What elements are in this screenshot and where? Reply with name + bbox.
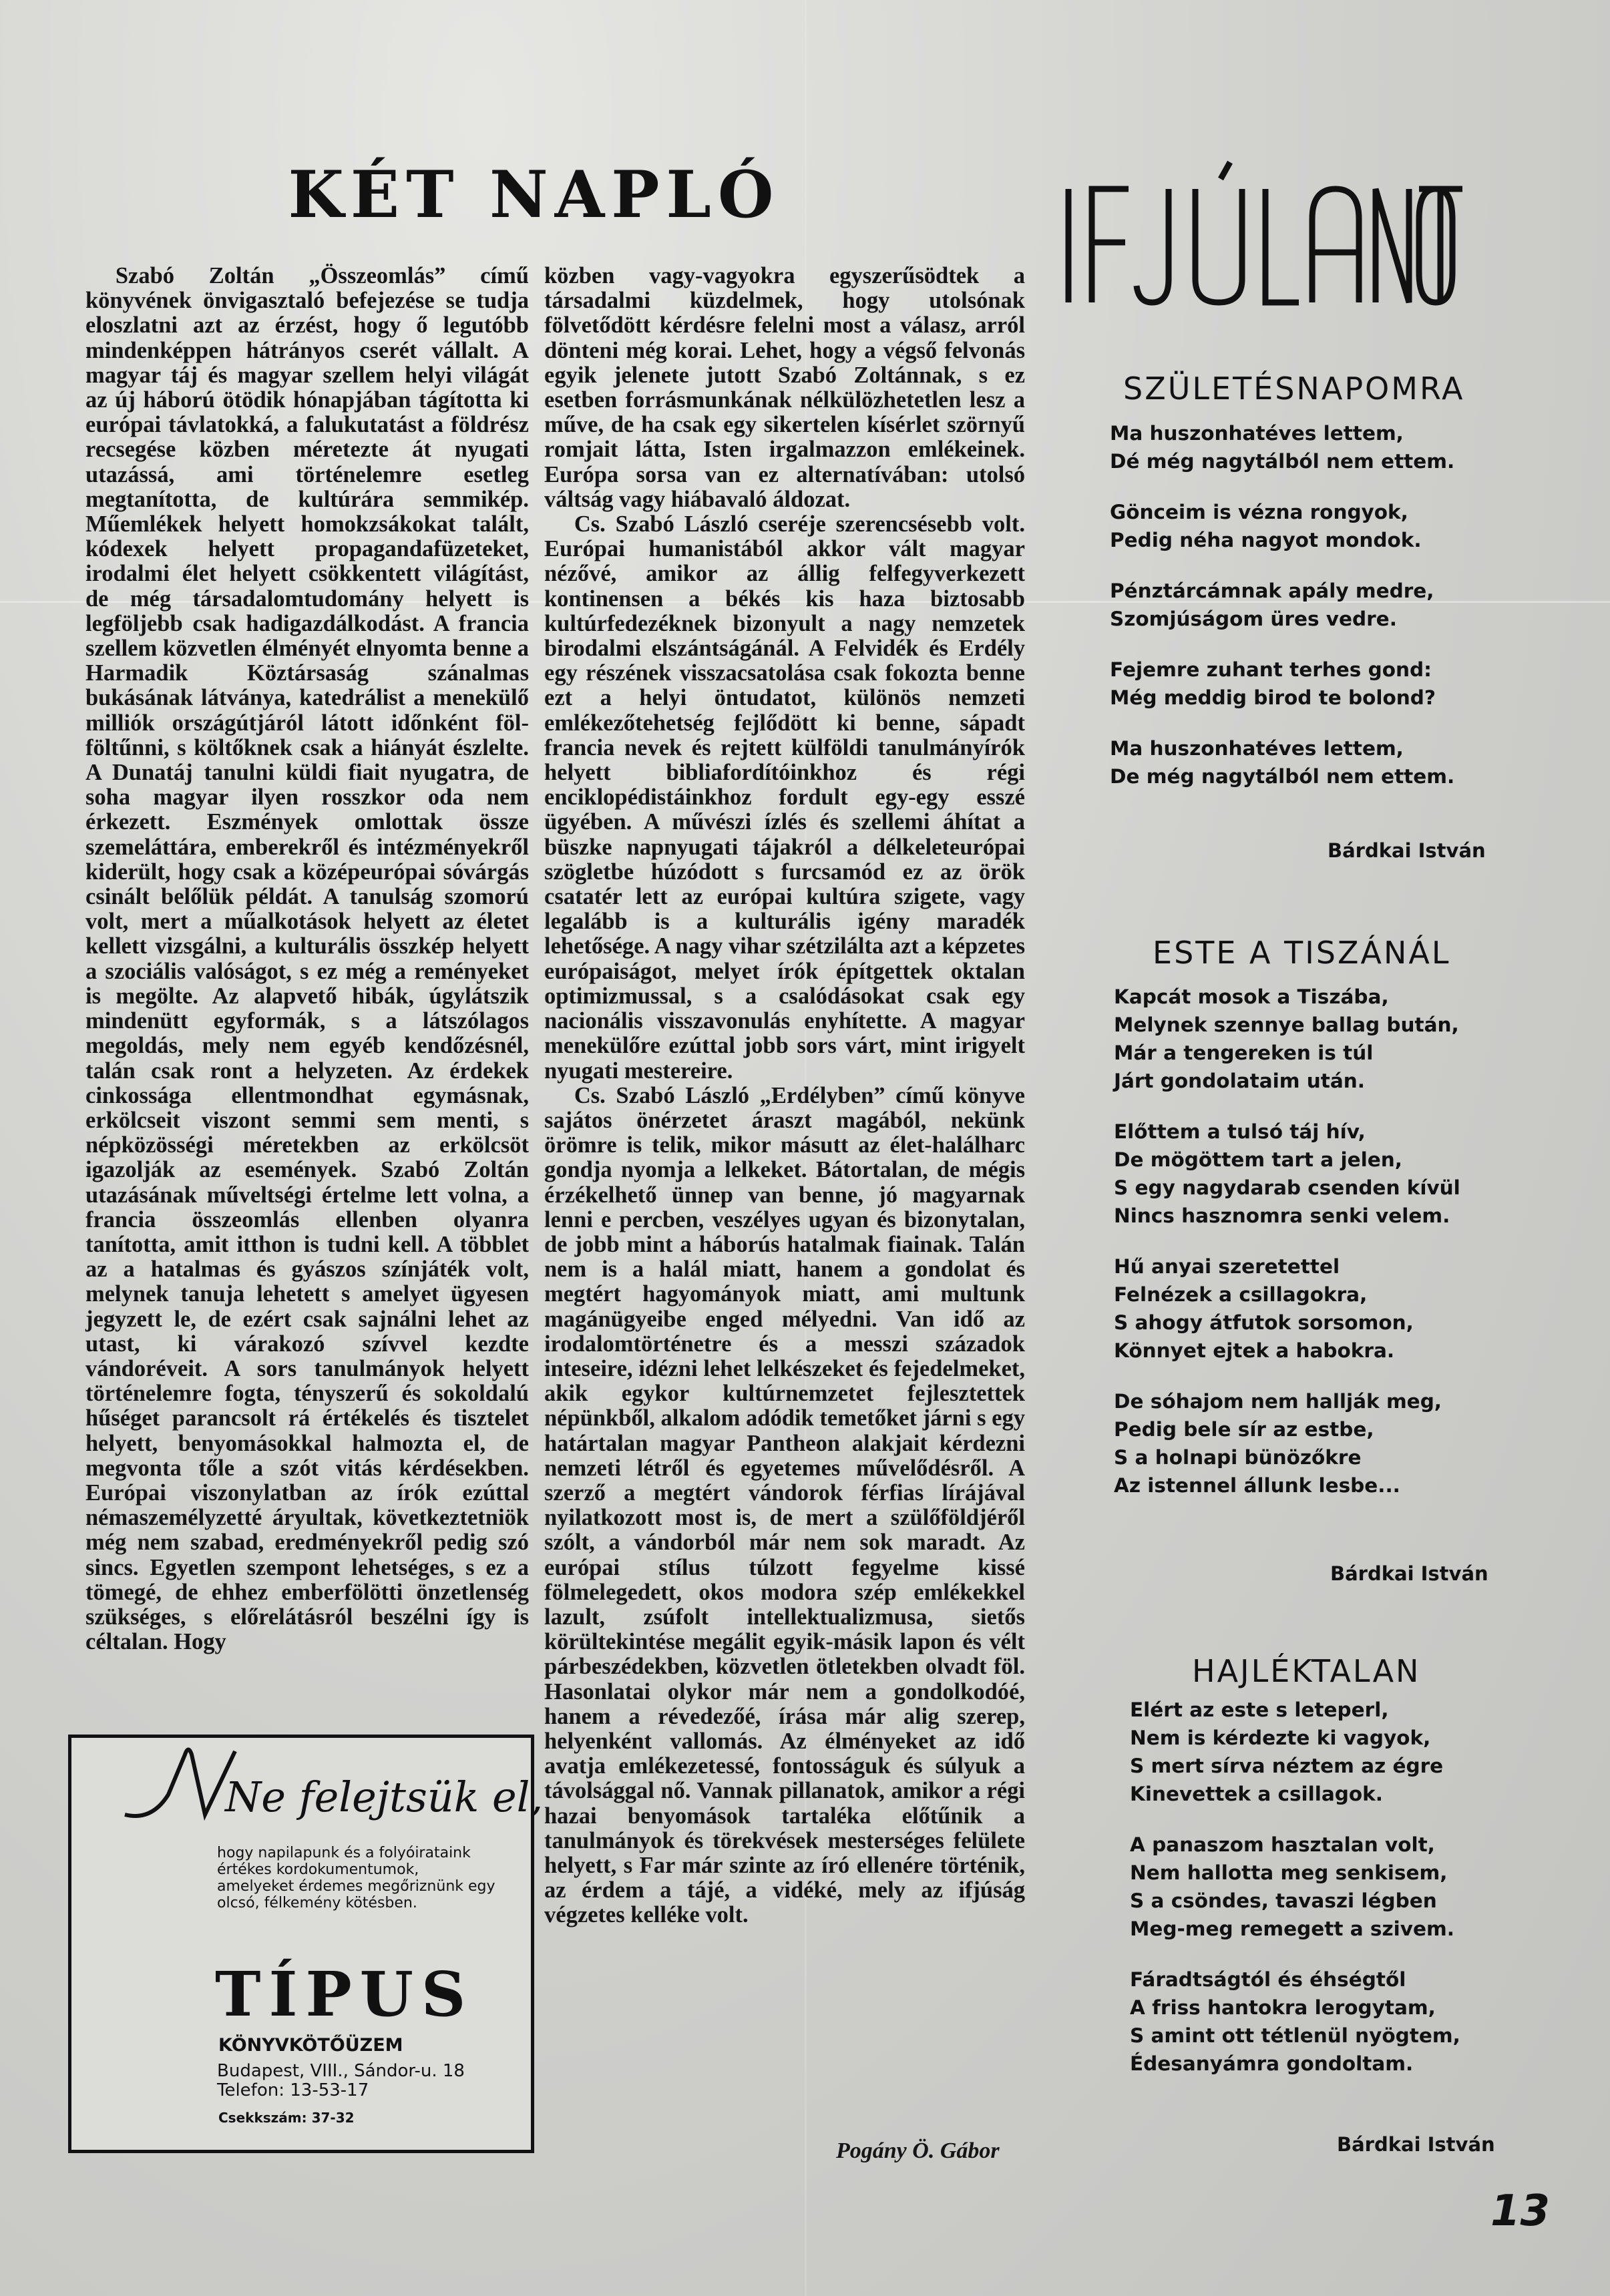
poem-line: Még meddig birod te bolond? bbox=[1110, 686, 1436, 709]
poem-line: A friss hantokra lerogytam, bbox=[1130, 1996, 1436, 2019]
poem-line: Elért az este s leteperl, bbox=[1130, 1698, 1389, 1721]
ad-subtitle: KÖNYVKÖTŐÜZEM bbox=[218, 2035, 403, 2056]
poem-line: Nem hallotta meg senkisem, bbox=[1130, 1861, 1448, 1884]
bindery-advertisement bbox=[68, 1735, 544, 2153]
poem-line: S ahogy átfutok sorsomon, bbox=[1114, 1311, 1414, 1334]
poem-line: S amint ott tétlenül nyögtem, bbox=[1130, 2024, 1460, 2047]
article-signature: Pogány Ö. Gábor bbox=[836, 2138, 1000, 2163]
poem-body bbox=[1114, 983, 1460, 1522]
poem-line: Az istennel állunk lesbe... bbox=[1114, 1474, 1400, 1497]
section-title-text: IFJÚ LANTON bbox=[1062, 169, 1140, 182]
poem-stanza bbox=[1114, 1387, 1460, 1500]
poem-stanza bbox=[1110, 419, 1454, 475]
poem-stanza bbox=[1114, 983, 1460, 1095]
article-title: KÉT NAPLÓ bbox=[288, 157, 781, 232]
article-paragraph: Szabó Zoltán „Összeomlás” című könyvének önvigasztaló befejezése se tudja eloszlatni azt az érzést, hogy ő legutóbb mindenképpen hátrányos cserét vállalt. A magyar táj és magyar szellem helyi világát az új háború ötödik hónapjában tágította ki európai távlatokká, a falukutatást a földrész recsegése közben méretezte át nyugati utazássá, ami történelemre esetleg megtanította, de kultúrára semmikép. Műemlékek helyett homokzsákokat talált, kódexek helyett propagandafüzeteket, irodalmi élet helyett csökkentett világítást, de még társadalomtudomány helyett is legföljebb csak hadigazdálkodást. A francia szellem közvetlen élményét elnyomta benne a Harmadik Köztársaság szánalmas bukásának látványa, katedrálist a menekülő milliók országútjáról látott időnként föl-föltűnni, s költőknek csak a hiányát észlelte. A Dunatáj tanulni küldi fiait nyugatra, de soha magyar ilyen rosszkor oda nem érkezett. Eszmények omlottak össze szemeláttára, emberekről és intézményekről kiderült, hogy csak a középeurópai sóvárgás csinált belőlük példát. A tanulság szomorú volt, mert a műalkotások helyett az életet kellett vizsgálni, a kulturális összkép helyett a szociális valóságot, s ez még a reményeket is megölte. Az alapvető hibák, úgylátszik mindenütt egyformák, s a látszólagos megoldás, mely nem egyéb kendőzésnél, talán csak ront a helyzeten. Az érdekek cinkossága ellentmondhat egymásnak, erkölcseit viszont semmi sem menti, s népközösségi méretekben az erkölcsöt igazolják az események. Szabó Zoltán utazásának műveltségi értelme lett volna, a francia összeomlás ellenben olyanra tanította, amit itthon is tudni kell. A többlet az a hatalmas és gyászos színjáték volt, melynek tanuja lehetett s amelyet ügyesen jegyzett le, de ezért csak sajnálni lehet az utast, ki várakozó szívvel kezdte vándoréveit. A sors tanulmányok helyett történelemre fogta, tényszerű és sokoldalú hűséget parancsolt rá értékelés és tisztelet helyett, benyomásokkal halmozta el, de megvonta tőle a szót vitás kérdésekben. Európai viszonylatban az írók ezúttal némaszemélyzetté áryultak, következtetniök még nem szabad, eredményekről pedig szó sincs. Egyetlen szempont lehetséges, s ez a tömegé, de ehhez emberfölötti önzetlenség szükséges, s előrelátásról beszélni így is céltalan. Hogy bbox=[85, 263, 529, 1655]
article-paragraph: Cs. Szabó László „Erdélyben” című könyve sajátos önérzetet áraszt magából, nekünk örömre is telik, mikor másutt az élet-halálharc gondja nyomja a lelkeket. Bátortalan, de mégis érzékelhető ünnep van benne, jó magyarnak lenni e percben, veszélyes ugyan és bizonytalan, de jobb mint a háborús hatalmak fiainak. Talán nem is a halál miatt, hanem a gondolat és megtért hagyományok miatt, ami multunk magánügyeibe enged mélyedni. Van idő az irodalomtörténetre és a messzi századok inteseire, idézni lehet lelkészeket és fejedelmeket, akik egykor kultúrnemzetet fejlesztettek népünkből, alkalom adódik temetőket járni s egy határtalan magyar Pantheon alakjait kérdezni nemzeti létről és egyetemes művelődésről. A szerző a megtért vándorok férfias lírájával nyilatkozott most is, de mert a szülőföldjéről szólt, a vándorból már nem sok maradt. Az európai stílus túlzott fegyelme kissé fölmelegedett, okos modora szép emlékekkel lazult, zsúfolt intellektualizmusa, sietős körültekintése megálit egyik-másik lapon és vélt párbeszédekben, közvetlen ötletekben olvadt föl. Hasonlatai olykor már nem a gondolkodóé, hanem a révedezőé, írása már alig szerep, helyenként vallomás. Az élményeket az idő avatja emlékezetessé, fontosságuk és súlyuk a távolsággal nő. Vannak pillanatok, amikor a régi hazai benyomások tartalékа előtűnik a tanulmányok és törekvések mesterséges felülete helyett, s Far már szinte az író ellenére történik, az érdem a tájé, a vidéké, mely az ifjúság végzetes kelléke volt. bbox=[544, 1082, 1025, 1928]
ad-headline bbox=[112, 1741, 544, 1828]
ad-headline-text: Ne felejtsük el, bbox=[225, 1773, 544, 1821]
poem-stanza bbox=[1110, 656, 1454, 712]
poem-line: A panaszom hasztalan volt, bbox=[1130, 1833, 1435, 1856]
poem-stanza bbox=[1114, 1252, 1460, 1365]
ad-phone: Telefon: 13-53-17 bbox=[217, 2080, 369, 2100]
poem-title: SZÜLETÉSNAPOMRA bbox=[1123, 371, 1465, 407]
poem-line: Hű anyai szeretettel bbox=[1114, 1255, 1340, 1278]
poem-stanza bbox=[1114, 1118, 1460, 1230]
poem-line: Dé még nagytálból nem ettem. bbox=[1110, 450, 1455, 473]
article-paragraph: Cs. Szabó László cseréje szerencsésebb volt. Európai humanistából akkor vált magyar nézővé, amikor az állig felfegyverkezett kontinensen a békés kis haza biztosabb kultúrfedezéknek bizonyult a nagy nemzetek birodalmi elszántságánál. A Felvidék és Erdély egy részének visszacsatolása csak fokozta benne ezt a helyi öntudatot, különös nemzeti emlékezőtehetség fejlődött ki benne, sápadt francia nevek és rejtett külföldi tanulmányírók helyett bibliafordítóinkhoz és régi enciklopédistáinkhoz fordult egy-egy esszé ügyében. A művészi ízlés és szellemi áhítat a büszke napnyugati tájakról a délkeleteurópai szögletbe húzódott s furcsamód ez az örök csatatér lett az európai kultúra szigete, vagy legalább is a kulturális igény maradék lehetősége. A nagy vihar szétzilálta azt a képzetes európaiságot, melyet írók építgettek oktalan optimizmussal, s a csalódásokat csak egy nacionális visszavonulás enyhítette. A magyar menekülőre ezúttal jobb sors várt, mint irigyelt nyugati mestereire. bbox=[544, 511, 1025, 1084]
poem-line: Melynek szennye ballag bután, bbox=[1114, 1013, 1459, 1036]
poem-line: Kinevettek a csillagok. bbox=[1130, 1783, 1383, 1805]
poem-line: Szomjúságom üres vedre. bbox=[1110, 608, 1397, 630]
poem-line: Már a tengereken is túl bbox=[1114, 1042, 1374, 1064]
section-title-lettering bbox=[1062, 169, 1489, 306]
poem-line: Pedig néha nagyot mondok. bbox=[1110, 529, 1422, 551]
article-paragraph: közben vagy-vagyokra egyszerűsödtek a társadalmi küzdelmek, hogy utolsónak fölvetődött kérdésre felelni most a válasz, arról dönteni még korai. Lehet, hogy a végső felvonás egyik jelenete jutott Szabó Zoltánnak, s ez esetben forrásmunkának nélkülözhetetlen lesz a műve, de ha csak egy sikertelen kísérlet szörnyű romjait látta, Isten irgalmazzon emlékeinek. Európa sorsa van ez alternatívában: utolsó váltság vagy hiábavaló áldozat. bbox=[544, 263, 1025, 512]
poem-line: Előttem a tulsó táj hív, bbox=[1114, 1120, 1366, 1143]
poem-line: S a holnapi bünözőkre bbox=[1114, 1446, 1362, 1469]
poem-title: HAJLÉKTALAN bbox=[1192, 1653, 1421, 1689]
poem-author: Bárdkai István bbox=[1330, 1562, 1488, 1585]
poem-line: S mert sírva néztem az égre bbox=[1130, 1755, 1444, 1777]
poem-author: Bárdkai István bbox=[1328, 839, 1486, 862]
poem-body bbox=[1130, 1696, 1460, 2100]
poem-line: Járt gondolataim után. bbox=[1114, 1070, 1365, 1092]
poem-line: S a csöndes, tavaszi légben bbox=[1130, 1889, 1437, 1912]
poem-line: Kapcát mosok a Tiszába, bbox=[1114, 985, 1389, 1008]
poem-stanza bbox=[1110, 577, 1454, 633]
poem-line: Fejemre zuhant terhes gond: bbox=[1110, 658, 1432, 681]
article-column-2 bbox=[544, 264, 1025, 1928]
page-number: 13 bbox=[1490, 2187, 1551, 2236]
ad-address-line: Budapest, VIII., Sándor-u. 18 bbox=[217, 2061, 465, 2081]
ad-headline-script bbox=[112, 1741, 544, 1828]
poem-line: Meg-meg remegett a szivem. bbox=[1130, 1917, 1454, 1940]
poem-line: Nem is kérdezte ki vagyok, bbox=[1130, 1727, 1431, 1749]
article-column-1 bbox=[85, 264, 529, 1654]
poem-stanza bbox=[1130, 1831, 1460, 1943]
poem-line: Könnyet ejtek a habokra. bbox=[1114, 1339, 1395, 1362]
ad-address bbox=[217, 2062, 497, 2100]
ad-body-text: hogy napilapunk és a folyóirataink értékes kordokumentumok, amelyeket érdemes megőriznünk egy olcsó, félkemény kötésben. bbox=[217, 1845, 495, 1911]
poem-line: De még nagytálból nem ettem. bbox=[1110, 765, 1455, 788]
poem-line: Pedig bele sír az estbe, bbox=[1114, 1418, 1374, 1441]
poem-stanza bbox=[1110, 734, 1454, 790]
poem-line: De sóhajom nem hallják meg, bbox=[1114, 1390, 1442, 1413]
poem-line: S egy nagydarab csenden kívül bbox=[1114, 1176, 1460, 1199]
poem-title: ESTE A TISZÁNÁL bbox=[1153, 935, 1451, 971]
section-title bbox=[1062, 169, 1489, 306]
poem-line: Ma huszonhatéves lettem, bbox=[1110, 737, 1404, 760]
poem-body bbox=[1110, 419, 1454, 813]
poem-line: Édesanyámra gondoltam. bbox=[1130, 2052, 1414, 2075]
poem-line: Pénztárcámnak apály medre, bbox=[1110, 580, 1434, 602]
poem-line: Ma huszonhatéves lettem, bbox=[1110, 422, 1404, 445]
poem-line: Fáradtságtól és éhségtől bbox=[1130, 1968, 1406, 1991]
poem-stanza bbox=[1130, 1696, 1460, 1808]
poem-line: Gönceim is vézna rongyok, bbox=[1110, 501, 1408, 523]
poem-stanza bbox=[1110, 498, 1454, 554]
poem-line: De mögöttem tart a jelen, bbox=[1114, 1148, 1402, 1171]
poem-stanza bbox=[1130, 1966, 1460, 2078]
ad-account-code: Csekkszám: 37-32 bbox=[218, 2110, 355, 2126]
poem-author: Bárdkai István bbox=[1337, 2133, 1495, 2156]
poem-line: Nincs hasznomra senki velem. bbox=[1114, 1204, 1450, 1227]
poem-line: Felnézek a csillagokra, bbox=[1114, 1283, 1368, 1306]
ad-brand: TÍPUS bbox=[215, 1958, 474, 2030]
